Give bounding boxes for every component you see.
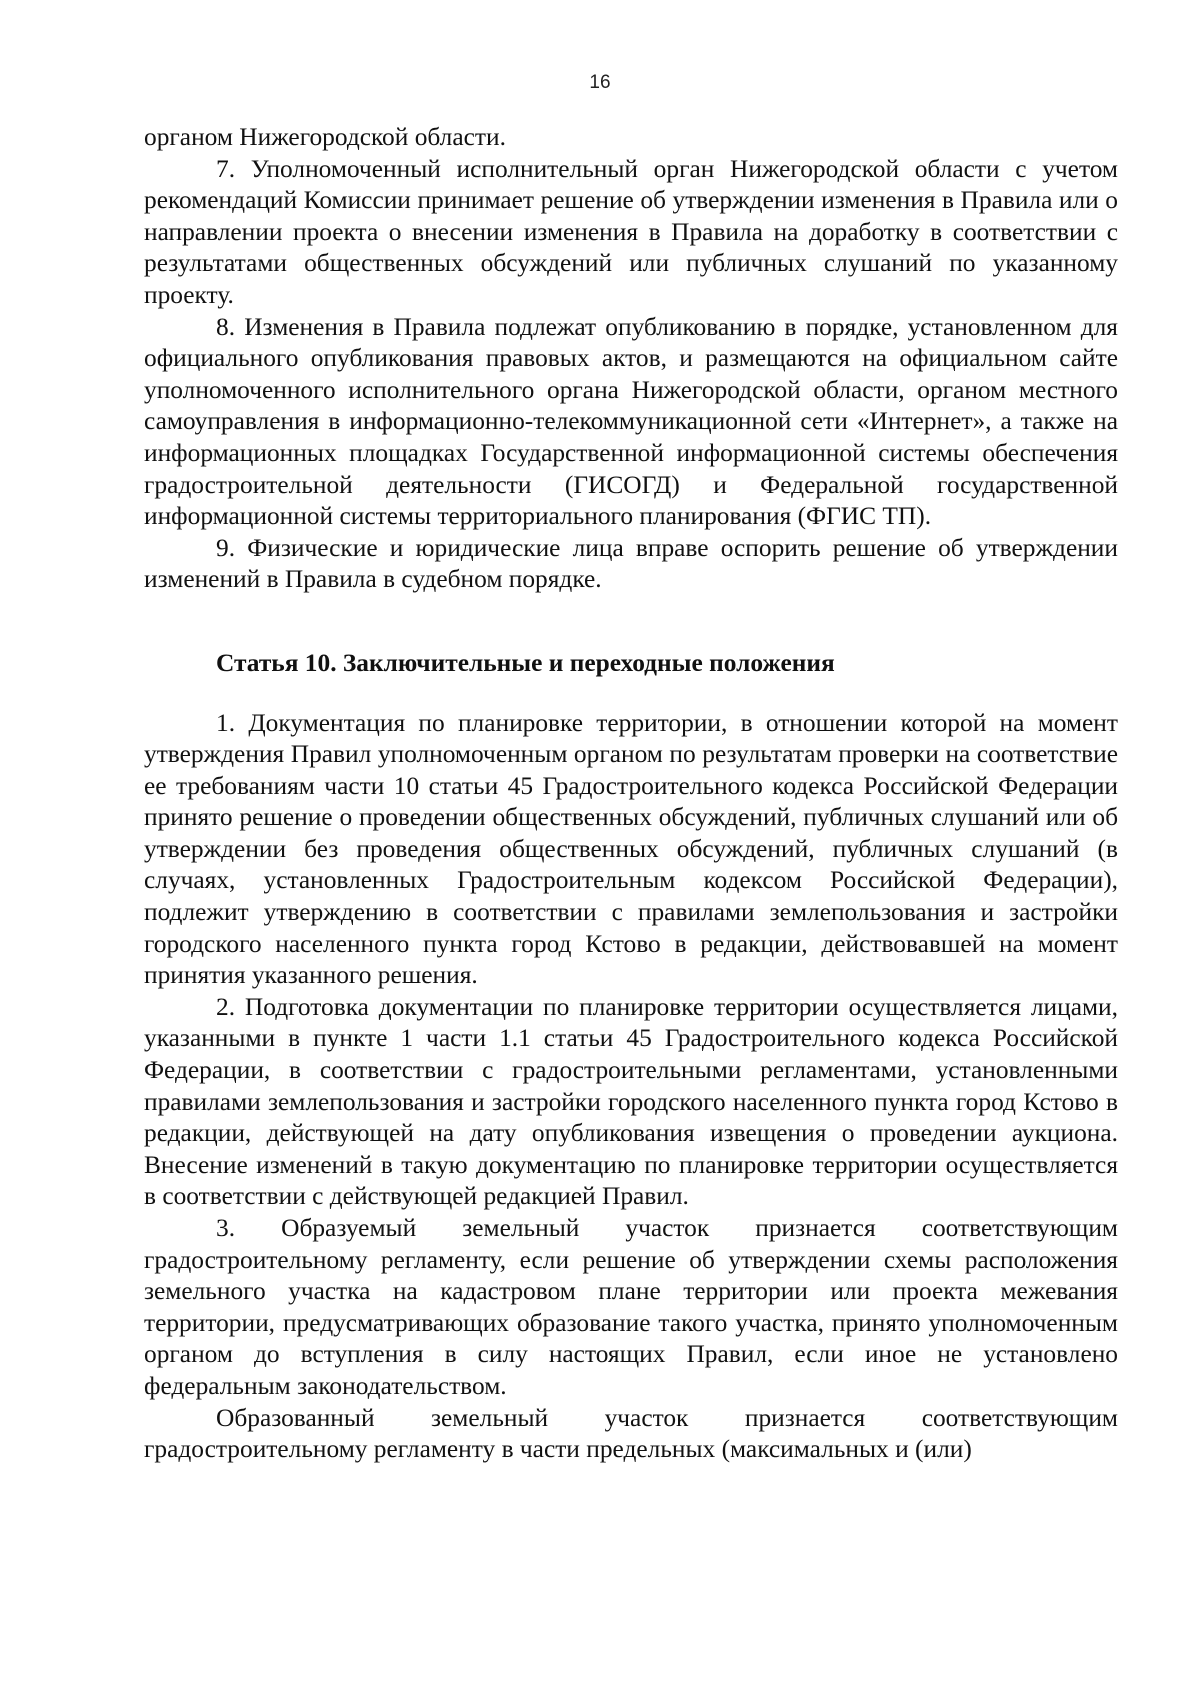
paragraph-continuation: органом Нижегородской области. <box>144 123 506 151</box>
page-number: 16 <box>589 72 611 93</box>
paragraph-item-7: 7. Уполномоченный исполнительный орган Нижегородской области с учетом рекомендаций Комиссии принимает решение об утверждении изменения в Правила или о направлении проекта о внесении изменения в Правила на доработку в соответствии с результатами общественных обсуждений или публичных слушаний по указанному проекту. <box>144 154 1118 309</box>
article-paragraph-3-continued: Образованный земельный участок признается соответствующим градостроительному регламенту в части предельных (максимальных и (или) <box>144 1403 1118 1464</box>
article-paragraph-1: 1. Документация по планировке территории, в отношении которой на момент утверждения Правил уполномоченным органом по результатам проверки на соответствие ее требованиям части 10 статьи 45 Градостроительного кодекса Российской Федерации принято решение о проведении общественных обсуждений, публичных слушаний или об утверждении без проведения общественных обсуждений, публичных слушаний (в случаях, установленных Градостроительным кодексом Российской Федерации), подлежит утверждению в соответствии с правилами землепользования и застройки городского населенного пункта город Кстово в редакции, действовавшей на момент принятия указанного решения. <box>144 708 1118 990</box>
paragraph-item-8: 8. Изменения в Правила подлежат опубликованию в порядке, установленном для официального опубликования правовых актов, и размещаются на официальном сайте уполномоченного исполнительного органа Нижегородской области, органом местного самоуправления в информационно-телекоммуникационной сети «Интернет», а также на информационных площадках Государственной информационной системы обеспечения градостроительной деятельности (ГИСОГД) и Федеральной государственной информационной системы территориального планирования (ФГИС ТП). <box>144 312 1118 531</box>
article-paragraph-2: 2. Подготовка документации по планировке территории осуществляется лицами, указанными в пункте 1 части 1.1 статьи 45 Градостроительного кодекса Российской Федерации, в соответствии с градостроительными регламентами, установленными правилами землепользования и застройки городского населенного пункта город Кстово в редакции, действующей на дату опубликования извещения о проведении аукциона. Внесение изменений в такую документацию по планировке территории осуществляется в соответствии с действующей редакцией Правил. <box>144 992 1118 1211</box>
document-body <box>144 122 1118 1466</box>
article-heading: Статья 10. Заключительные и переходные положения <box>216 648 835 677</box>
article-paragraph-3: 3. Образуемый земельный участок признается соответствующим градостроительному регламенту, если решение об утверждении схемы расположения земельного участка на кадастровом плане территории или проекта межевания территории, предусматривающих образование такого участка, принято уполномоченным органом до вступления в силу настоящих Правил, если иное не установлено федеральным законодательством. <box>144 1214 1118 1400</box>
paragraph-item-9: 9. Физические и юридические лица вправе оспорить решение об утверждении изменений в Правила в судебном порядке. <box>144 533 1118 594</box>
